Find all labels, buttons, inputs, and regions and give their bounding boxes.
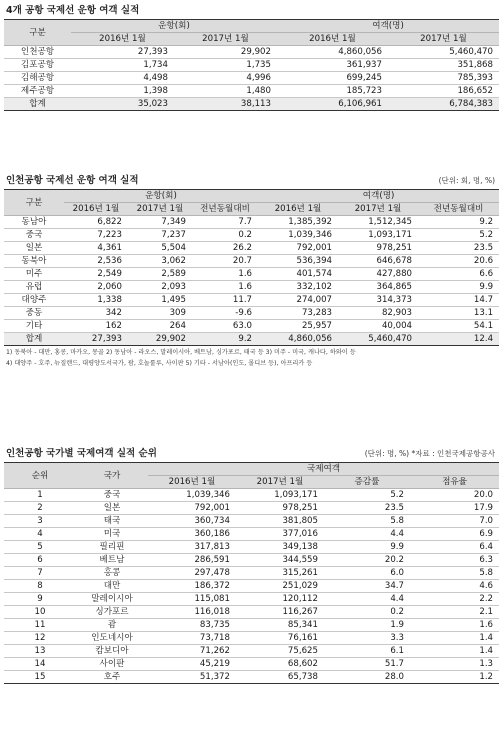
passengers-2016: 115,081 xyxy=(148,593,236,606)
growth-rate: 6.0 xyxy=(324,567,410,580)
share-rate: 2.2 xyxy=(410,593,499,606)
passengers-2017: 82,903 xyxy=(338,307,418,320)
passengers-2016: 1,385,392 xyxy=(258,216,338,229)
flights-2017: 29,902 xyxy=(128,333,192,346)
passengers-2017: 68,602 xyxy=(236,658,324,671)
flights-2017: 2,589 xyxy=(128,268,192,281)
flights-2017: 5,504 xyxy=(128,242,192,255)
rank-value: 5 xyxy=(4,541,76,554)
country-name: 인도네시아 xyxy=(76,632,148,645)
passengers-2016: 83,735 xyxy=(148,619,236,632)
table-row xyxy=(4,541,499,554)
rank-value: 4 xyxy=(4,528,76,541)
rank-value: 13 xyxy=(4,645,76,658)
region-name: 일본 xyxy=(4,242,64,255)
share-rate: 5.8 xyxy=(410,567,499,580)
flights-yoy: 9.2 xyxy=(192,333,258,346)
table-row xyxy=(4,59,499,72)
table-row xyxy=(4,580,499,593)
passengers-yoy: 9.2 xyxy=(418,216,499,229)
region-name: 동남아 xyxy=(4,216,64,229)
region-name: 중국 xyxy=(4,229,64,242)
table2-footnote-2: 4) 대양주 - 호주, 뉴질랜드, 대평양도서국가, 괌, 호놀룰루, 사이판 5) 기타 - 서남아(인도, 몰디브 등), 아프리카 등 xyxy=(6,360,313,367)
passengers-2016: 699,245 xyxy=(277,72,388,85)
growth-rate: 5.8 xyxy=(324,515,410,528)
table-row xyxy=(4,671,499,684)
table3-section xyxy=(4,446,499,684)
passengers-2016: 317,813 xyxy=(148,541,236,554)
flights-2017: 29,902 xyxy=(174,46,277,59)
country-name: 베트남 xyxy=(76,554,148,567)
flights-2016: 2,536 xyxy=(64,255,128,268)
passengers-yoy: 13.1 xyxy=(418,307,499,320)
passengers-2016: 274,007 xyxy=(258,294,338,307)
table2-header-passengers: 여객(명) xyxy=(258,190,499,203)
passengers-2017: 1,093,171 xyxy=(338,229,418,242)
passengers-2016: 51,372 xyxy=(148,671,236,684)
passengers-yoy: 14.7 xyxy=(418,294,499,307)
passengers-2017: 120,112 xyxy=(236,593,324,606)
flights-yoy: 7.7 xyxy=(192,216,258,229)
share-rate: 6.9 xyxy=(410,528,499,541)
table-row xyxy=(4,593,499,606)
passengers-2017: 314,373 xyxy=(338,294,418,307)
flights-yoy: 11.7 xyxy=(192,294,258,307)
flights-2017: 1,495 xyxy=(128,294,192,307)
passengers-2016: 792,001 xyxy=(258,242,338,255)
table-row xyxy=(4,567,499,580)
table-row xyxy=(4,268,499,281)
share-rate: 6.3 xyxy=(410,554,499,567)
rank-value: 6 xyxy=(4,554,76,567)
table-row xyxy=(4,658,499,671)
table3-header-rank: 순위 xyxy=(4,463,76,489)
flights-2016: 35,023 xyxy=(71,98,174,111)
table-row xyxy=(4,645,499,658)
table-row xyxy=(4,72,499,85)
table3-header-2017: 2017년 1월 xyxy=(236,476,324,489)
country-name: 괌 xyxy=(76,619,148,632)
flights-2017: 4,996 xyxy=(174,72,277,85)
flights-2017: 1,735 xyxy=(174,59,277,72)
passengers-2016: 4,860,056 xyxy=(277,46,388,59)
flights-2016: 4,498 xyxy=(71,72,174,85)
share-rate: 2.1 xyxy=(410,606,499,619)
passengers-2016: 73,283 xyxy=(258,307,338,320)
flights-yoy: 1.6 xyxy=(192,281,258,294)
flights-2016: 1,398 xyxy=(71,85,174,98)
passengers-2016: 360,186 xyxy=(148,528,236,541)
rank-value: 15 xyxy=(4,671,76,684)
passengers-2017: 646,678 xyxy=(338,255,418,268)
country-name: 싱가포르 xyxy=(76,606,148,619)
total-label: 합계 xyxy=(4,98,71,111)
growth-rate: 4.4 xyxy=(324,593,410,606)
table2-title-bar xyxy=(4,173,499,189)
region-name: 미주 xyxy=(4,268,64,281)
passengers-2016: 401,574 xyxy=(258,268,338,281)
passengers-2017: 5,460,470 xyxy=(338,333,418,346)
passengers-2016: 332,102 xyxy=(258,281,338,294)
table2-title: 인천공항 국제선 운항 여객 실적 xyxy=(6,175,139,186)
airport-name: 인천공항 xyxy=(4,46,71,59)
flights-2017: 3,062 xyxy=(128,255,192,268)
region-name: 기타 xyxy=(4,320,64,333)
country-name: 말레이시아 xyxy=(76,593,148,606)
table2-header-passengers-2016: 2016년 1월 xyxy=(258,203,338,216)
passengers-2017: 427,880 xyxy=(338,268,418,281)
flights-yoy: 0.2 xyxy=(192,229,258,242)
passengers-2016: 45,219 xyxy=(148,658,236,671)
passengers-2017: 75,625 xyxy=(236,645,324,658)
country-name: 호주 xyxy=(76,671,148,684)
passengers-2016: 116,018 xyxy=(148,606,236,619)
rank-value: 11 xyxy=(4,619,76,632)
passengers-2016: 792,001 xyxy=(148,502,236,515)
passengers-2017: 1,512,345 xyxy=(338,216,418,229)
table3-header-country: 국가 xyxy=(76,463,148,489)
airport-name: 김포공항 xyxy=(4,59,71,72)
country-name: 사이판 xyxy=(76,658,148,671)
passengers-2016: 6,106,961 xyxy=(277,98,388,111)
growth-rate: 3.3 xyxy=(324,632,410,645)
growth-rate: 0.2 xyxy=(324,606,410,619)
airport-name: 제주공항 xyxy=(4,85,71,98)
passengers-2016: 185,723 xyxy=(277,85,388,98)
table2-section xyxy=(4,173,499,368)
table-row xyxy=(4,528,499,541)
table3-header-growth: 증감률 xyxy=(324,476,410,489)
rank-value: 7 xyxy=(4,567,76,580)
table1-header-flights-2016: 2016년 1월 xyxy=(71,33,174,46)
table-row xyxy=(4,489,499,502)
table-row xyxy=(4,294,499,307)
flights-yoy: 1.6 xyxy=(192,268,258,281)
table2 xyxy=(4,189,499,346)
passengers-2017: 381,805 xyxy=(236,515,324,528)
share-rate: 17.9 xyxy=(410,502,499,515)
table3-header-intl: 국제여객 xyxy=(148,463,499,476)
rank-value: 1 xyxy=(4,489,76,502)
flights-2016: 7,223 xyxy=(64,229,128,242)
passengers-2017: 5,460,470 xyxy=(388,46,499,59)
country-name: 미국 xyxy=(76,528,148,541)
passengers-2017: 1,093,171 xyxy=(236,489,324,502)
share-rate: 20.0 xyxy=(410,489,499,502)
flights-2016: 1,338 xyxy=(64,294,128,307)
flights-2017: 309 xyxy=(128,307,192,320)
table3-title-bar xyxy=(4,446,499,462)
flights-2017: 1,480 xyxy=(174,85,277,98)
passengers-2016: 73,718 xyxy=(148,632,236,645)
passengers-yoy: 6.6 xyxy=(418,268,499,281)
table2-header-flights: 운항(회) xyxy=(64,190,258,203)
table-row xyxy=(4,255,499,268)
flights-2016: 2,549 xyxy=(64,268,128,281)
passengers-2017: 116,267 xyxy=(236,606,324,619)
passengers-2016: 360,734 xyxy=(148,515,236,528)
table2-header-flights-2017: 2017년 1월 xyxy=(128,203,192,216)
growth-rate: 51.7 xyxy=(324,658,410,671)
table2-header-passengers-yoy: 전년동월대비 xyxy=(418,203,499,216)
country-name: 홍콩 xyxy=(76,567,148,580)
flights-2016: 4,361 xyxy=(64,242,128,255)
growth-rate: 28.0 xyxy=(324,671,410,684)
table2-header-passengers-2017: 2017년 1월 xyxy=(338,203,418,216)
country-name: 필리핀 xyxy=(76,541,148,554)
passengers-2017: 85,341 xyxy=(236,619,324,632)
passengers-2017: 785,393 xyxy=(388,72,499,85)
table-row xyxy=(4,619,499,632)
table2-footnote-1: 1) 동북아 - 대만, 홍콩, 마카오, 몽골 2) 동남아 - 라오스, 말레이시아, 베트남, 싱가포르, 태국 등 3) 미주 - 미국, 캐나다, 하와이 등 xyxy=(6,349,356,356)
passengers-2016: 536,394 xyxy=(258,255,338,268)
flights-yoy: -9.6 xyxy=(192,307,258,320)
passengers-2016: 4,860,056 xyxy=(258,333,338,346)
rank-value: 8 xyxy=(4,580,76,593)
table3-header-2016: 2016년 1월 xyxy=(148,476,236,489)
share-rate: 4.6 xyxy=(410,580,499,593)
region-name: 동북아 xyxy=(4,255,64,268)
table1-header-passengers-2016: 2016년 1월 xyxy=(277,33,388,46)
growth-rate: 34.7 xyxy=(324,580,410,593)
share-rate: 1.6 xyxy=(410,619,499,632)
flights-2017: 38,113 xyxy=(174,98,277,111)
share-rate: 1.2 xyxy=(410,671,499,684)
airport-name: 김해공항 xyxy=(4,72,71,85)
table1 xyxy=(4,19,499,111)
flights-2017: 2,093 xyxy=(128,281,192,294)
table2-header-category: 구분 xyxy=(4,190,64,216)
passengers-2017: 315,261 xyxy=(236,567,324,580)
passengers-2017: 251,029 xyxy=(236,580,324,593)
table3 xyxy=(4,462,499,684)
share-rate: 1.4 xyxy=(410,632,499,645)
country-name: 대만 xyxy=(76,580,148,593)
table-row xyxy=(4,515,499,528)
flights-2016: 27,393 xyxy=(71,46,174,59)
table3-header-share: 점유율 xyxy=(410,476,499,489)
region-name: 유럽 xyxy=(4,281,64,294)
table1-title: 4개 공항 국제선 운항 여객 실적 xyxy=(6,5,140,16)
passengers-2016: 297,478 xyxy=(148,567,236,580)
region-name: 대양주 xyxy=(4,294,64,307)
table-row xyxy=(4,320,499,333)
table2-header-flights-yoy: 전년동월대비 xyxy=(192,203,258,216)
flights-yoy: 20.7 xyxy=(192,255,258,268)
passengers-yoy: 5.2 xyxy=(418,229,499,242)
flights-2016: 6,822 xyxy=(64,216,128,229)
table1-header-passengers: 여객(명) xyxy=(277,20,499,33)
passengers-2016: 186,372 xyxy=(148,580,236,593)
passengers-2017: 344,559 xyxy=(236,554,324,567)
table1-section xyxy=(4,3,499,111)
growth-rate: 4.4 xyxy=(324,528,410,541)
passengers-2016: 286,591 xyxy=(148,554,236,567)
flights-2016: 27,393 xyxy=(64,333,128,346)
table3-unit: (단위: 명, %) *자료 : 인천국제공항공사 xyxy=(364,449,495,458)
rank-value: 3 xyxy=(4,515,76,528)
passengers-2017: 364,865 xyxy=(338,281,418,294)
passengers-2017: 349,138 xyxy=(236,541,324,554)
region-name: 중동 xyxy=(4,307,64,320)
passengers-2017: 76,161 xyxy=(236,632,324,645)
table-row xyxy=(4,281,499,294)
table-row xyxy=(4,554,499,567)
rank-value: 12 xyxy=(4,632,76,645)
flights-2017: 7,349 xyxy=(128,216,192,229)
share-rate: 6.4 xyxy=(410,541,499,554)
table-row xyxy=(4,46,499,59)
passengers-yoy: 23.5 xyxy=(418,242,499,255)
country-name: 태국 xyxy=(76,515,148,528)
passengers-yoy: 9.9 xyxy=(418,281,499,294)
rank-value: 2 xyxy=(4,502,76,515)
table-row xyxy=(4,632,499,645)
table2-header-flights-2016: 2016년 1월 xyxy=(64,203,128,216)
share-rate: 7.0 xyxy=(410,515,499,528)
table-row xyxy=(4,229,499,242)
passengers-yoy: 20.6 xyxy=(418,255,499,268)
rank-value: 14 xyxy=(4,658,76,671)
region-name: 합계 xyxy=(4,333,64,346)
country-name: 캄보디아 xyxy=(76,645,148,658)
table1-header-flights-2017: 2017년 1월 xyxy=(174,33,277,46)
growth-rate: 1.9 xyxy=(324,619,410,632)
table-row xyxy=(4,216,499,229)
passengers-2017: 978,251 xyxy=(236,502,324,515)
growth-rate: 5.2 xyxy=(324,489,410,502)
table-row xyxy=(4,242,499,255)
passengers-yoy: 12.4 xyxy=(418,333,499,346)
passengers-2017: 377,016 xyxy=(236,528,324,541)
passengers-2016: 1,039,346 xyxy=(258,229,338,242)
growth-rate: 6.1 xyxy=(324,645,410,658)
flights-2016: 1,734 xyxy=(71,59,174,72)
country-name: 일본 xyxy=(76,502,148,515)
flights-2016: 2,060 xyxy=(64,281,128,294)
table2-unit: (단위: 회, 명, %) xyxy=(438,176,495,185)
passengers-2017: 186,652 xyxy=(388,85,499,98)
passengers-2017: 978,251 xyxy=(338,242,418,255)
growth-rate: 23.5 xyxy=(324,502,410,515)
share-rate: 1.4 xyxy=(410,645,499,658)
flights-2017: 264 xyxy=(128,320,192,333)
table-row xyxy=(4,606,499,619)
passengers-2016: 71,262 xyxy=(148,645,236,658)
passengers-2017: 40,004 xyxy=(338,320,418,333)
country-name: 중국 xyxy=(76,489,148,502)
table2-total-row xyxy=(4,333,499,346)
passengers-2017: 351,868 xyxy=(388,59,499,72)
passengers-2016: 25,957 xyxy=(258,320,338,333)
growth-rate: 9.9 xyxy=(324,541,410,554)
table1-header-flights: 운항(회) xyxy=(71,20,277,33)
passengers-2017: 6,784,383 xyxy=(388,98,499,111)
flights-2016: 162 xyxy=(64,320,128,333)
table1-total-row xyxy=(4,98,499,111)
flights-2016: 342 xyxy=(64,307,128,320)
table1-header-passengers-2017: 2017년 1월 xyxy=(388,33,499,46)
table-row xyxy=(4,307,499,320)
passengers-2017: 65,738 xyxy=(236,671,324,684)
table-row xyxy=(4,85,499,98)
passengers-2016: 1,039,346 xyxy=(148,489,236,502)
passengers-yoy: 54.1 xyxy=(418,320,499,333)
share-rate: 1.3 xyxy=(410,658,499,671)
flights-2017: 7,237 xyxy=(128,229,192,242)
rank-value: 10 xyxy=(4,606,76,619)
table3-title: 인천공항 국가별 국제여객 실적 순위 xyxy=(6,448,157,459)
flights-yoy: 63.0 xyxy=(192,320,258,333)
passengers-2016: 361,937 xyxy=(277,59,388,72)
growth-rate: 20.2 xyxy=(324,554,410,567)
rank-value: 9 xyxy=(4,593,76,606)
table1-header-category: 구분 xyxy=(4,20,71,46)
table-row xyxy=(4,502,499,515)
flights-yoy: 26.2 xyxy=(192,242,258,255)
